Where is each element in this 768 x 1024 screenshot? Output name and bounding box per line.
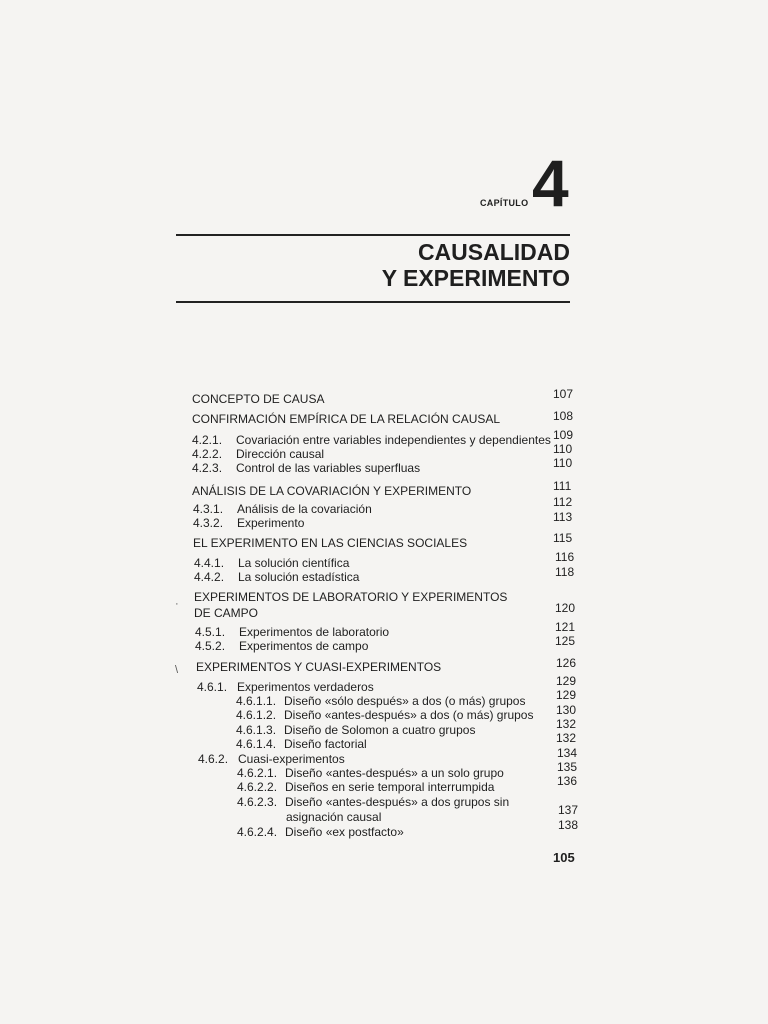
toc-page: 108 [553,409,574,423]
page-number: 105 [553,850,575,865]
toc-page: 118 [555,565,575,579]
toc-page: 135 [557,760,578,774]
toc-page: 125 [555,634,576,648]
toc-entry: 4.6.2.2. Diseños en serie temporal interrumpida [237,780,495,794]
toc-entry: 4.6.1.4. Diseño factorial [236,737,367,751]
toc-page: 138 [558,818,579,832]
toc-page: 136 [557,774,578,788]
toc-entry: 4.6.1.1. Diseño «sólo después» a dos (o más) grupos [236,694,526,708]
toc-page: 112 [553,495,573,509]
toc-entry: EXPERIMENTOS DE LABORATORIO Y EXPERIMENTOS [194,590,508,604]
chapter-title-line-1: CAUSALIDAD [417,239,570,265]
toc-entry: CONFIRMACIÓN EMPÍRICA DE LA RELACIÓN CAUSAL [192,412,501,426]
toc-entry: 4.6.1. Experimentos verdaderos [197,680,374,694]
toc-entry: 4.6.2.4. Diseño «ex postfacto» [237,825,404,839]
toc-page: 107 [553,387,574,401]
toc-page: 115 [553,531,573,545]
toc-entry: 4.3.1. Análisis de la covariación [193,502,372,516]
toc-page: 129 [556,674,577,688]
chapter-label: CAPÍTULO [480,198,529,208]
toc-page: 109 [553,428,574,442]
toc-page: 130 [556,703,577,717]
toc-entry: 4.5.1. Experimentos de laboratorio [195,625,390,639]
toc-entry: 4.4.1. La solución científica [194,556,350,570]
scan-speck: · [175,598,179,610]
toc-entry: 4.2.1. Covariación entre variables independientes y dependientes [192,433,551,447]
toc-page: 120 [555,601,576,615]
toc-page: 111 [553,479,572,493]
toc-entry: asignación causal [286,810,382,824]
toc-page: 132 [556,717,577,731]
toc-entry: DE CAMPO [194,606,259,620]
toc-page: 113 [553,510,573,524]
toc-entry: 4.4.2. La solución estadística [194,570,360,584]
toc-entry: 4.6.2.1. Diseño «antes-después» a un solo grupo [237,766,504,780]
top-rule [176,234,570,236]
toc-entry: 4.2.3. Control de las variables superfluas [192,461,421,475]
toc-entry: 4.6.2. Cuasi-experimentos [198,752,345,766]
toc-entry: 4.3.2. Experimento [193,516,305,530]
toc-page: 137 [558,803,579,817]
scan-speck: \ [175,664,179,676]
bottom-rule [176,301,570,303]
chapter-title-line-2: Y EXPERIMENTO [381,265,570,291]
toc-page: 126 [556,656,577,670]
toc-page: 132 [556,731,577,745]
toc-entry: EXPERIMENTOS Y CUASI-EXPERIMENTOS [196,660,442,674]
toc-page: 134 [557,746,578,760]
toc-page: 110 [553,442,573,456]
toc-entry: 4.6.1.3. Diseño de Solomon a cuatro grupos [236,723,476,737]
toc-entry: ANÁLISIS DE LA COVARIACIÓN Y EXPERIMENTO [192,484,472,498]
toc-entry: CONCEPTO DE CAUSA [192,392,325,406]
toc-entry: 4.2.2. Dirección causal [192,447,325,461]
chapter-number: 4 [532,146,569,220]
toc-page: 116 [555,550,575,564]
toc-entry: 4.6.2.3. Diseño «antes-después» a dos grupos sin [237,795,510,809]
toc-entry: EL EXPERIMENTO EN LAS CIENCIAS SOCIALES [193,536,468,550]
toc-entry: 4.6.1.2. Diseño «antes-después» a dos (o más) grupos [236,708,534,722]
toc-page: 121 [555,620,576,634]
toc-page: 129 [556,688,577,702]
toc-page: 110 [553,456,573,470]
toc-entry: 4.5.2. Experimentos de campo [195,639,369,653]
